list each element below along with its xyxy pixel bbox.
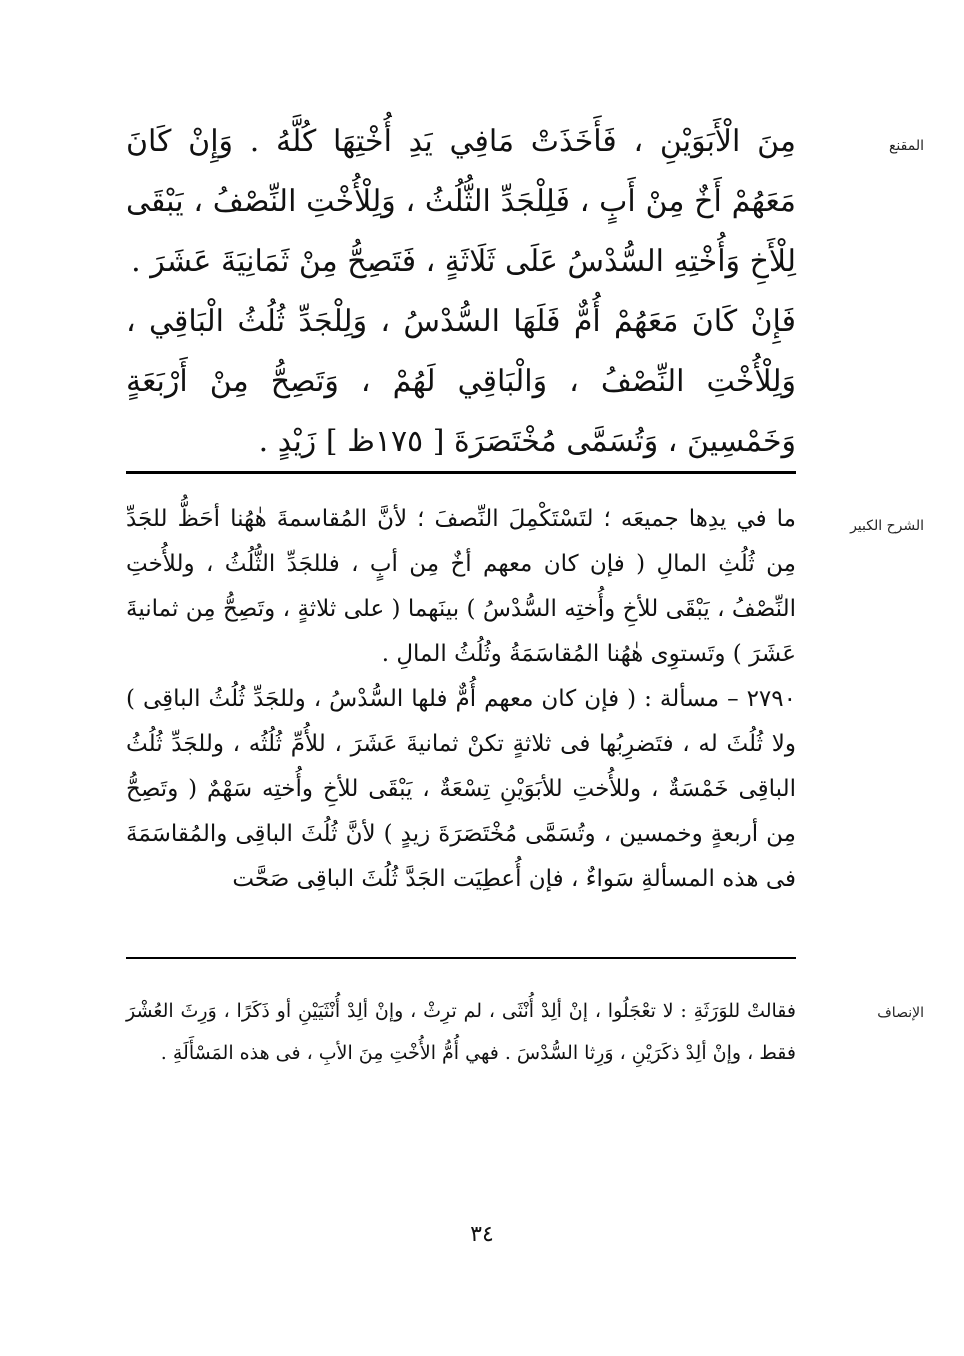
page-number: ٣٤: [470, 1222, 494, 1247]
muqni-label: المقنع: [888, 138, 924, 154]
muqni-text: [126, 112, 796, 472]
paragraph: فقالتْ للوَرَثَةِ : لا تعْجَلُوا ، إنْ ألِدْ أُنْثَى ، لم ترِثْ ، وإنْ ألِدْ أُنْثَيَيْنِ أو ذَكَرًا ، وَرِثَ العُشْرَ فقط ، وإنْ ألِدْ ذكَرَيْنِ ، وَرِثا السُّدْسَ . فهي أُمُّ الأُخْتِ مِنَ الأبِ ، فى هذه المَسْأَلَةِ .: [126, 1000, 796, 1064]
insaf-label: الإنصاف: [877, 1005, 924, 1021]
paragraph: ما في يدِها جميعَه ؛ لتَسْتَكْمِلَ النِّصفَ ؛ لأنَّ المُقاسمةَ هٰهُنا أحَظُّ للجَدِّ مِن ثُلُثِ المالِ ( فإن كان معهم أخٌ مِن أبٍ ، فللجَدِّ الثُّلُثُ ، وللأُختِ النِّصْفُ ، يَبْقَى للأخِ وأُختِه السُّدْسُ ) بينَهما ( على ثلاثةٍ ، وتَصِحُّ مِن ثمانيةَ عَشَرَ ) وتَستوِى هٰهُنا المُقاسَمَةُ وثُلُثُ المالِ .: [126, 506, 796, 667]
paragraph: ٢٧٩٠ – مسألة : ( فإن كان معهم أُمٌّ فلها السُّدْسُ ، وللجَدِّ ثُلُثُ الباقِى ) ولا ثُلُثَ له ، فتَضرِبُها فى ثلاثةٍ تكنْ ثمانيةَ عَشَرَ ، للأُمِّ ثُلُثُه ، وللجَدِّ ثُلُثُ الباقِى خَمْسَةٌ ، وللأُختِ للأبَوَيْنِ تِسْعَةٌ ، يَبْقَى للأخِ وأُختِه سَهْمٌ ( وتَصِحُّ مِن أربعةٍ وخمسين ، وتُسَمَّى مُخْتَصَرَةَ زيدٍ ) لأنَّ ثُلُثَ الباقِى والمُقاسَمَةَ فى هذه المسألةِ سَواءٌ ، فإن أُعطِيَت الجَدَّ ثُلُثَ الباقِى صَحَّت: [126, 686, 796, 892]
paragraph: مِنَ الْأَبَوَيْنِ ، فَأَخَذَتْ مَافِي يَدِ أُخْتِهَا كُلَّهُ . وَإِنْ كَانَ مَعَهُمْ أَخٌ مِنْ أَبٍ ، فَلِلْجَدِّ الثُّلُثُ ، وَلِلْأُخْتِ النِّصْفُ ، يَبْقَى لِلْأَخِ وَأُخْتِهِ السُّدْسُ عَلَى ثَلَاثَةٍ ، فَتَصِحُّ مِنْ ثَمَانِيَةَ عَشَرَ .: [126, 124, 796, 279]
sharh-label: الشرح الكبير: [850, 518, 924, 534]
section-divider: [126, 471, 796, 474]
paragraph: فَإِنْ كَانَ مَعَهُمْ أُمٌّ فَلَهَا السُّدْسُ ، وَلِلْجَدِّ ثُلُثُ الْبَاقِي ، وَلِلْأُخْتِ النِّصْفُ ، وَالْبَاقِي لَهُمْ ، وَتَصِحُّ مِنْ أَرْبَعَةٍ وَخَمْسِينَ ، وَتُسَمَّى مُخْتَصَرَةَ [ ١٧٥ظ ] زَيْدٍ .: [126, 304, 796, 459]
sharh-text: [126, 497, 796, 902]
section-divider: [126, 957, 796, 959]
insaf-text: [126, 990, 796, 1074]
